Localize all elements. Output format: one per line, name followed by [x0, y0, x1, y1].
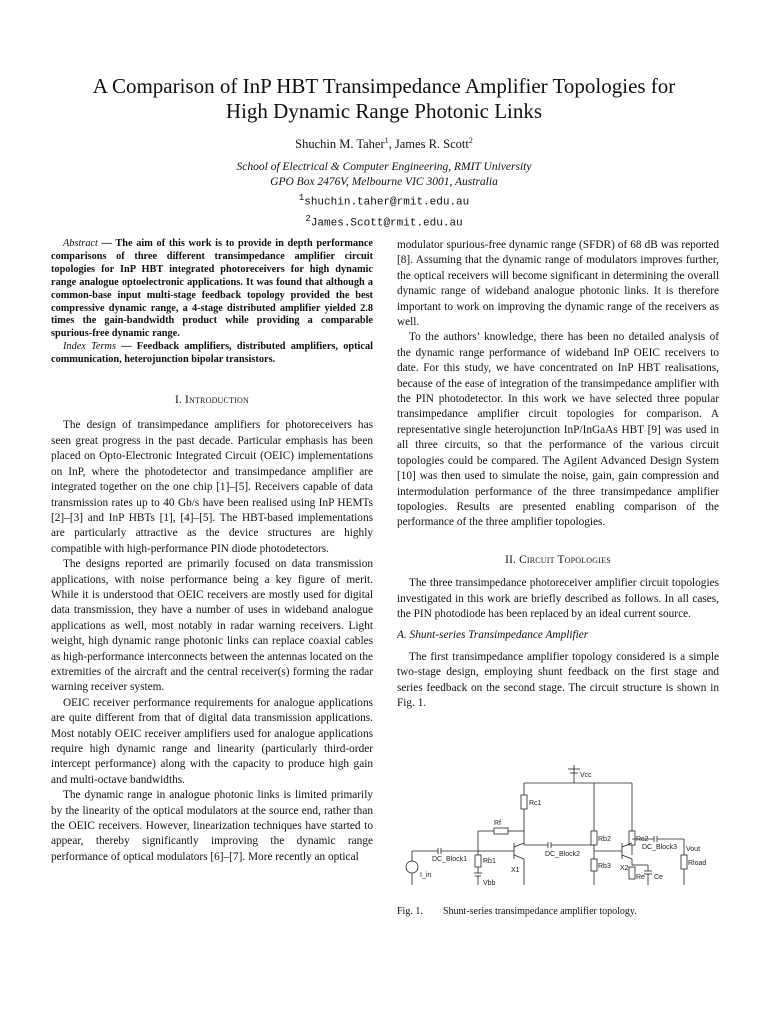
email-1[interactable]: [0, 190, 768, 211]
label-vbb: Vbb: [483, 880, 496, 887]
label-rb1: Rb1: [483, 858, 496, 865]
label-rb3: Rb3: [598, 863, 611, 870]
right-paragraph-2: To the authors’ knowledge, there has been no detailed analysis of the dynamic range performance of wideband InP OEIC receivers to date. For this study, we have concentrated on InP HBT realisations, because of the ease of integration of the transimpedance amplifier with the PIN photodetector. In this work we have selected three popular transimpedance amplifier circuit topologies for comparison. A representative single heterojunction InP/InGaAs HBT [9] was used in all three circuits, so that the performance of the various circuit topologies could be compared. The Agilent Advanced Design System [10] was then used to simulate the noise, gain, gain compression and intermodulation performance of the three transimpedance amplifier topologies. Results are presented enabling comparison of the performance of the three amplifier topologies.: [397, 331, 719, 529]
right-column: [397, 238, 719, 711]
figure-caption-text: Shunt-series transimpedance amplifier topology.: [443, 906, 637, 917]
title-line-1: A Comparison of InP HBT Transimpedance Amplifier Topologies for: [92, 74, 676, 98]
label-rf: Rf: [494, 820, 501, 827]
index-terms: [51, 341, 373, 367]
label-rb2: Rb2: [598, 836, 611, 843]
topology-paragraph: The three transimpedance photoreceiver amplifier circuit topologies investigated in this work are briefly described as follows. In all cases, the PIN photodiode has been replaced by an ideal current source.: [397, 577, 719, 620]
abstract-label: Abstract: [63, 238, 98, 249]
author-1-sup: 1: [384, 136, 389, 145]
author-separator: ,: [388, 137, 395, 152]
abstract-text: — The aim of this work is to provide in depth performance comparisons of three different transimpedance amplifier circuit topologies for InP HBT integrated photoreceivers for high dynamic range analogue optoelectronic applications. It was found that although a common-base input multi-stage feedback topology provided the best compressive dynamic range, a 4-stage distributed amplifier yielded 2.8 times the gain-bandwidth product while providing a comparable spurious-free dynamic range.: [51, 238, 373, 340]
affiliation: [0, 160, 768, 231]
index-terms-label: Index Terms: [63, 341, 116, 353]
intro-paragraph-2: The designs reported are primarily focused on data transmission applications, with noise performance being a key figure of merit. While it is understood that OEIC receivers are mostly used for digital data transmission, they have a number of uses in wideband analogue applications as well, most notably in radar warning receivers. Light weight, high dynamic range photonic links can replace coaxial cables as high-performance interconnects between the antennas located on the extremities of the aircraft and the central receiver(s) forming the radar warning receiver system.: [51, 558, 373, 694]
label-rload: Rload: [688, 860, 707, 867]
label-vcc: Vcc: [580, 772, 592, 779]
index-terms-text: — Feedback amplifiers, distributed amplifiers, optical communication, heterojunction bipolar transistors.: [51, 341, 373, 366]
label-dc1: DC_Block1: [432, 856, 468, 863]
affiliation-line-2: GPO Box 2476V, Melbourne VIC 3001, Australia: [270, 176, 498, 188]
left-column: [51, 238, 373, 865]
figure-caption: [397, 906, 727, 917]
intro-paragraph-4: The dynamic range in analogue photonic links is limited primarily by the linearity of the optical modulators at the source end, rather than the OEIC receivers. However, linearization techniques have started to appear, thereby significantly improving the dynamic range performance of optical modulators [6]–[7]. More recently an optical: [51, 789, 373, 863]
shunt-series-paragraph: The first transimpedance amplifier topology considered is a simple two-stage design, employing shunt feedback on the first stage and series feedback on the second stage. The circuit structure is shown in Fig. 1.: [397, 650, 719, 709]
label-x1: X1: [511, 867, 520, 874]
author-2-sup: 2: [468, 136, 473, 145]
email-1-text[interactable]: shuchin.taher@rmit.edu.au: [304, 196, 470, 209]
label-rc2: Rc2: [636, 836, 649, 843]
label-iin: I_in: [420, 872, 432, 879]
title-line-2: High Dynamic Range Photonic Links: [225, 99, 543, 123]
label-x2: X2: [620, 865, 629, 872]
label-rc1: Rc1: [529, 800, 542, 807]
author-2: James R. Scott: [394, 137, 469, 152]
email-1-sup: 1: [298, 192, 305, 203]
intro-paragraph-1: The design of transimpedance amplifiers for photoreceivers has seen great progress in the past decade. Particular emphasis has been placed on Opto-Electronic Integrated Circuit (OEIC) implementations on InP, where the photodetector and transimpedance amplifier are integrated together on the one chip [1]–[5]. Receivers capable of data transmission rates up to 40 Gb/s have been realised using InP HEMTs [2]–[3] and InP HBTs [1], [4]–[5]. The HBT-based implementations are particularly attractive as the device structures are highly compatible with high-performance PIN diode photodetectors.: [51, 419, 373, 555]
subsection-a-heading: A. Shunt-series Transimpedance Amplifier: [397, 629, 589, 642]
abstract: [51, 238, 373, 341]
section-2-heading: II. Circuit Topologies: [505, 553, 611, 566]
email-2[interactable]: [0, 211, 768, 232]
label-ce: Ce: [654, 874, 663, 881]
intro-paragraph-3: OEIC receiver performance requirements for analogue applications are quite different from that of digital data transmission applications. Most notably OEIC receiver amplifiers used for analogue applications require high dynamic range and linearity (particularly third-order intercept performance) along with the capacity to produce high gain and multi-octave bandwidths.: [51, 696, 373, 786]
section-1-heading: I. Introduction: [175, 394, 249, 407]
label-dc3: DC_Block3: [642, 844, 678, 851]
label-dc2: DC_Block2: [545, 851, 581, 858]
paper-title: [30, 74, 738, 124]
affiliation-line-1: School of Electrical & Computer Engineering, RMIT University: [236, 161, 532, 173]
author-1: Shuchin M. Taher: [295, 137, 385, 152]
email-2-sup: 2: [305, 212, 311, 224]
label-re: Re: [636, 874, 645, 881]
circuit-schematic: [398, 755, 713, 895]
email-2-text[interactable]: James.Scott@rmit.edu.au: [310, 217, 463, 230]
figure-caption-label: Fig. 1.: [397, 906, 423, 917]
right-paragraph-1: modulator spurious-free dynamic range (SFDR) of 68 dB was reported [8]. Assuming that the dynamic range of modulators improves further, the optical receivers will become significant in determining the overall dynamic range of wideband analogue photonic links. It is therefore important to work on improving the dynamic range of the receivers as well.: [397, 239, 719, 329]
label-vout: Vout: [686, 846, 701, 853]
author-list: [0, 136, 768, 152]
